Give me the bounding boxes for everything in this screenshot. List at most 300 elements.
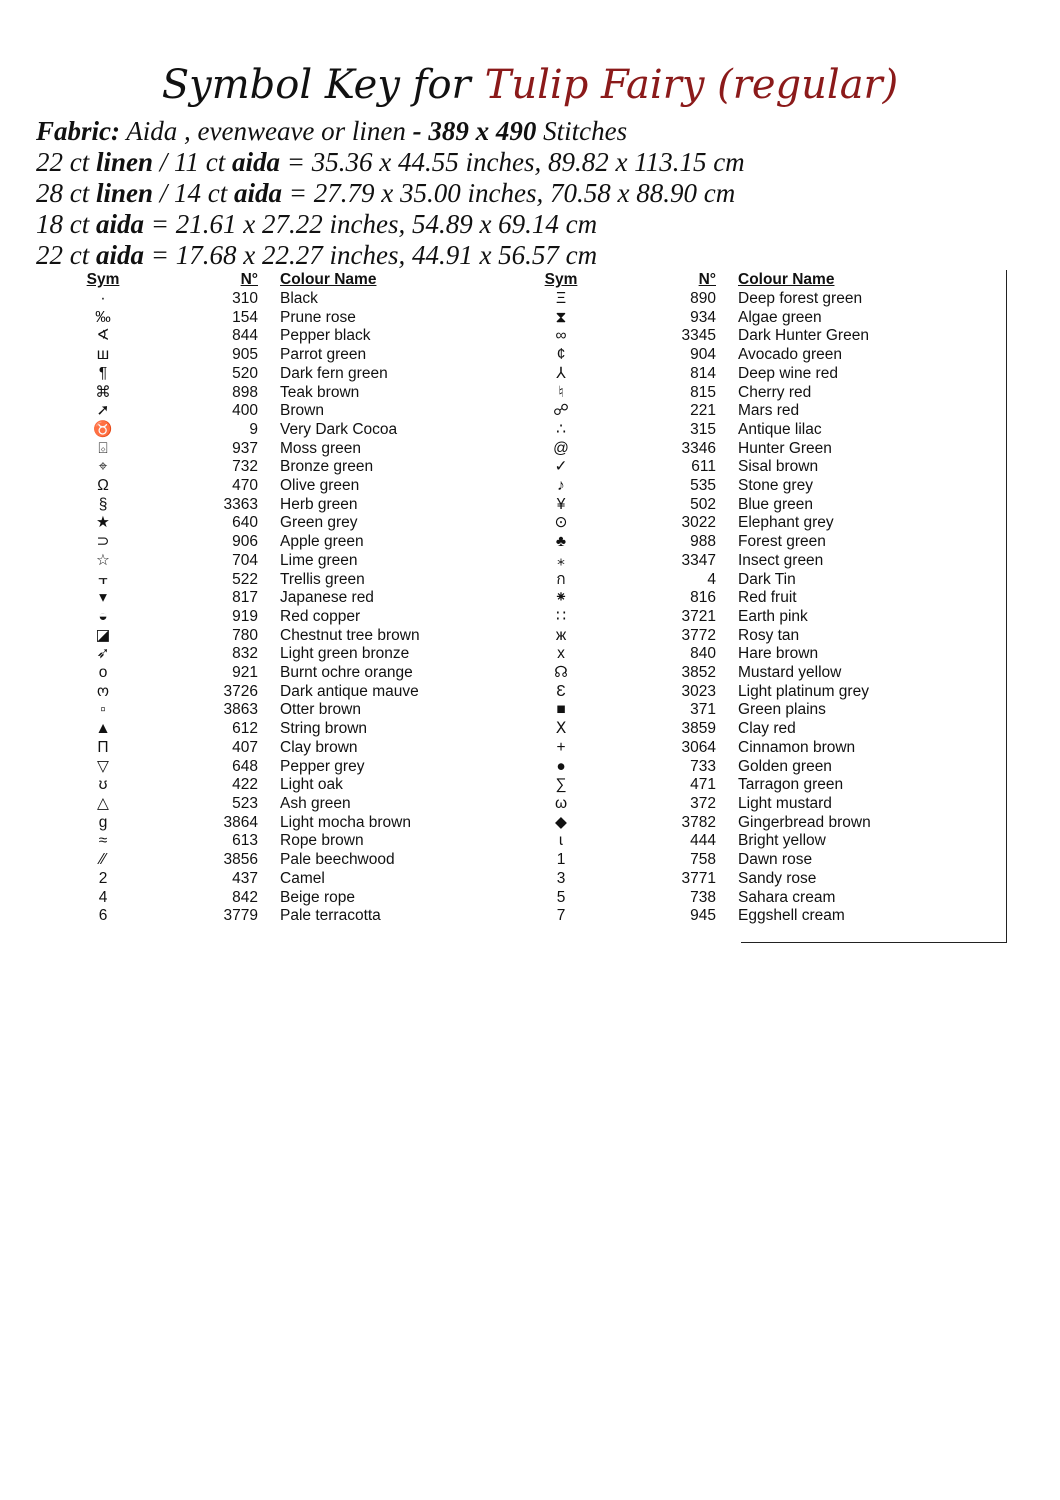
table-row: [60, 496, 976, 515]
spec-line-28ct-linen: [36, 178, 1036, 209]
symbol-cell: Ξ: [555, 290, 567, 307]
symbol-cell: ო: [96, 682, 110, 700]
colour-name-cell: Otter brown: [280, 701, 361, 719]
symbol-cell: ♉: [93, 420, 113, 438]
colour-name-cell: Green grey: [280, 514, 358, 532]
symbol-cell: ¶: [98, 364, 108, 382]
table-row: [60, 514, 976, 533]
symbol-cell: ⁎: [557, 551, 565, 569]
dmc-number-cell: 372: [690, 794, 716, 812]
spec-line-22ct-aida: [36, 240, 1036, 271]
symbol-cell: ɩ: [559, 832, 563, 850]
colour-name-cell: Rosy tan: [738, 626, 800, 644]
colour-name-cell: Rope brown: [280, 832, 364, 850]
spec-text: 22 ct: [36, 147, 96, 177]
spacer-cell: [716, 290, 738, 309]
dmc-number-cell: 704: [232, 551, 258, 569]
colour-name-cell: Mars red: [738, 402, 800, 420]
table-row: [60, 309, 976, 328]
dmc-number-cell: 988: [690, 533, 716, 551]
symbol-cell: ⌖: [98, 458, 108, 476]
dmc-number-cell: 890: [690, 290, 716, 307]
spacer-cell: [716, 907, 738, 926]
colour-name-cell: Herb green: [280, 495, 358, 513]
symbol-cell: ✓: [554, 458, 568, 476]
colour-name-cell: Light green bronze: [280, 645, 410, 663]
symbol-cell: ◒: [98, 607, 108, 625]
spec-dimensions: = 21.61 x 27.22 inches, 54.89 x 69.14 cm: [144, 209, 598, 239]
dmc-number-cell: 732: [232, 458, 258, 476]
dmc-number-cell: 520: [232, 364, 258, 382]
spec-bold: linen: [96, 147, 154, 177]
spec-text: / 11 ct: [153, 147, 233, 177]
dmc-number-cell: 906: [232, 533, 258, 551]
spec-dimensions: = 27.79 x 35.00 inches, 70.58 x 88.90 cm: [282, 178, 736, 208]
symbol-cell: ➚: [96, 402, 110, 420]
dmc-number-cell: 3346: [681, 439, 716, 457]
symbol-cell: ¢: [556, 346, 566, 364]
dmc-number-cell: 934: [690, 308, 716, 326]
symbol-cell: ∴: [556, 420, 566, 438]
colour-name-cell: Light mocha brown: [280, 813, 411, 831]
colour-name-cell: Light platinum grey: [738, 682, 869, 700]
dmc-number-cell: 3721: [681, 607, 716, 625]
spacer-cell: [716, 664, 738, 683]
dmc-number-cell: 437: [232, 869, 258, 887]
spec-bold: aida: [96, 240, 145, 270]
spacer-cell: [258, 720, 280, 739]
symbol-cell: ♣: [555, 533, 567, 551]
symbol-key-table: [60, 270, 976, 926]
table-row: [60, 795, 976, 814]
symbol-cell: ∢: [96, 327, 110, 345]
spec-text: / 14 ct: [153, 178, 235, 208]
colour-name-cell: Ash green: [280, 794, 351, 812]
header-gap: [716, 270, 738, 290]
colour-name-cell: Mustard yellow: [738, 664, 842, 682]
dmc-number-cell: 444: [690, 832, 716, 850]
spec-bold: aida: [234, 178, 283, 208]
colour-name-cell: Elephant grey: [738, 514, 834, 532]
symbol-cell: ⌘: [95, 383, 111, 401]
dmc-number-cell: 310: [232, 290, 258, 307]
spacer-cell: [716, 533, 738, 552]
dmc-number-cell: 3852: [681, 664, 716, 682]
dmc-number-cell: 470: [232, 477, 258, 495]
spacer-cell: [258, 701, 280, 720]
spec-line-18ct-aida: [36, 209, 1036, 240]
colour-name-cell: Apple green: [280, 533, 364, 551]
spacer-cell: [258, 814, 280, 833]
spacer-cell: [258, 440, 280, 459]
symbol-cell: 7: [556, 907, 566, 925]
dmc-number-cell: 904: [690, 346, 716, 364]
colour-name-cell: Cherry red: [738, 383, 812, 401]
dmc-number-cell: 611: [691, 458, 716, 476]
spacer-cell: [258, 346, 280, 365]
table-row: [60, 346, 976, 365]
symbol-cell: 3: [556, 869, 566, 887]
colour-name-cell: Cinnamon brown: [738, 738, 856, 756]
dmc-number-cell: 945: [690, 907, 716, 925]
spacer-cell: [258, 795, 280, 814]
spacer-cell: [258, 608, 280, 627]
spec-bold: linen: [96, 178, 154, 208]
dmc-number-cell: 407: [232, 738, 258, 756]
table-row: [60, 739, 976, 758]
table-row: [60, 851, 976, 870]
symbol-cell: ☊: [554, 664, 568, 682]
symbol-cell: ◆: [555, 813, 567, 831]
spec-dimensions: = 35.36 x 44.55 inches, 89.82 x 113.15 cm: [280, 147, 745, 177]
colour-name-cell: Pepper black: [280, 327, 371, 345]
spacer-cell: [258, 496, 280, 515]
table-row: [60, 421, 976, 440]
spacer-cell: [258, 571, 280, 590]
symbol-cell: 5: [556, 888, 566, 906]
spacer-cell: [258, 851, 280, 870]
spacer-cell: [258, 664, 280, 683]
spacer-cell: [258, 365, 280, 384]
colour-name-cell: Algae green: [738, 308, 822, 326]
colour-name-cell: Lime green: [280, 551, 358, 569]
colour-name-cell: Earth pink: [738, 607, 808, 625]
spacer-cell: [716, 589, 738, 608]
table-row: [60, 627, 976, 646]
dmc-number-cell: 3023: [681, 682, 716, 700]
spacer-cell: [716, 402, 738, 421]
symbol-cell: +: [556, 738, 566, 756]
colour-name-cell: Avocado green: [738, 346, 842, 364]
dmc-number-cell: 502: [690, 495, 716, 513]
table-row: [60, 608, 976, 627]
symbol-cell: 6: [98, 907, 108, 925]
dmc-number-cell: 371: [690, 701, 716, 719]
spacer-cell: [258, 327, 280, 346]
dmc-number-cell: 471: [690, 776, 716, 794]
table-row: [60, 907, 976, 926]
spacer-cell: [258, 290, 280, 309]
symbol-cell: Ω: [97, 477, 109, 495]
dmc-number-cell: 3856: [223, 851, 258, 869]
spacer-cell: [258, 552, 280, 571]
spacer-cell: [716, 477, 738, 496]
colour-name-cell: Dark antique mauve: [280, 682, 419, 700]
table-row: [60, 889, 976, 908]
dmc-number-cell: 640: [232, 514, 258, 532]
symbol-cell: ▫: [100, 701, 106, 719]
colour-name-cell: Sisal brown: [738, 458, 819, 476]
table-row: [60, 402, 976, 421]
stitches-word: Stitches: [536, 116, 628, 146]
symbol-cell: ‰: [95, 308, 111, 326]
symbol-cell: ⁕: [554, 589, 568, 607]
spec-bold: aida: [232, 147, 281, 177]
colour-name-cell: Very Dark Cocoa: [280, 420, 398, 438]
colour-name-cell: Beige rope: [280, 888, 355, 906]
spacer-cell: [716, 870, 738, 889]
symbol-cell: ≈: [98, 832, 108, 850]
symbol-cell: ★: [96, 514, 110, 532]
dmc-number-cell: 3779: [223, 907, 258, 925]
dmc-number-cell: 3771: [681, 869, 716, 887]
spacer-cell: [716, 309, 738, 328]
symbol-cell: ☆: [96, 551, 110, 569]
dmc-number-cell: 919: [232, 607, 258, 625]
spec-dimensions: = 17.68 x 22.27 inches, 44.91 x 56.57 cm: [144, 240, 598, 270]
stitch-size: - 389 x 490: [412, 116, 537, 146]
spacer-cell: [258, 776, 280, 795]
colour-name-cell: Bright yellow: [738, 832, 826, 850]
symbol-cell: △: [97, 794, 109, 812]
table-row: [60, 365, 976, 384]
spacer-cell: [716, 683, 738, 702]
symbol-cell: x: [557, 645, 565, 663]
symbol-cell: ∷: [556, 607, 566, 625]
spec-text: 28 ct: [36, 178, 96, 208]
colour-name-cell: Red fruit: [738, 589, 797, 607]
colour-name-cell: Blue green: [738, 495, 813, 513]
table-row: [60, 571, 976, 590]
colour-name-cell: Light oak: [280, 776, 343, 794]
symbol-cell: ◪: [95, 626, 111, 644]
colour-name-cell: Deep forest green: [738, 290, 863, 307]
spacer-cell: [716, 327, 738, 346]
colour-name-cell: Eggshell cream: [738, 907, 845, 925]
table-bottom-border: [741, 942, 1007, 943]
spacer-cell: [258, 589, 280, 608]
table-row: [60, 645, 976, 664]
symbol-cell: ⁄⁄: [100, 851, 106, 869]
spacer-cell: [258, 683, 280, 702]
dmc-number-cell: 758: [690, 851, 716, 869]
dmc-number-cell: 3864: [223, 813, 258, 831]
spacer-cell: [716, 739, 738, 758]
spec-line-22ct-linen: [36, 147, 1036, 178]
spacer-cell: [716, 552, 738, 571]
dmc-number-cell: 535: [690, 477, 716, 495]
dmc-number-cell: 3363: [223, 495, 258, 513]
header-no-right: N°: [698, 271, 716, 288]
colour-name-cell: Deep wine red: [738, 364, 838, 382]
spacer-cell: [258, 739, 280, 758]
table-row: [60, 683, 976, 702]
colour-name-cell: Green plains: [738, 701, 826, 719]
spacer-cell: [258, 870, 280, 889]
symbol-cell: o: [98, 664, 108, 682]
table-row: [60, 589, 976, 608]
dmc-number-cell: 154: [232, 308, 258, 326]
colour-name-cell: String brown: [280, 720, 368, 738]
symbol-cell: ▽: [97, 757, 109, 775]
colour-name-cell: Bronze green: [280, 458, 374, 476]
symbol-cell: ʊ: [98, 776, 108, 794]
colour-name-cell: Pale terracotta: [280, 907, 381, 925]
dmc-number-cell: 840: [690, 645, 716, 663]
header-sym-left: Sym: [86, 271, 120, 288]
spacer-cell: [258, 889, 280, 908]
dmc-number-cell: 648: [232, 757, 258, 775]
spacer-cell: [716, 346, 738, 365]
fabric-specs: [36, 116, 1036, 271]
dmc-number-cell: 733: [690, 757, 716, 775]
dmc-number-cell: 842: [232, 888, 258, 906]
symbol-cell: ▾: [99, 589, 107, 607]
dmc-number-cell: 315: [690, 420, 716, 438]
colour-name-cell: Moss green: [280, 439, 361, 457]
spacer-cell: [716, 627, 738, 646]
dmc-number-cell: 523: [232, 794, 258, 812]
symbol-cell: Π: [97, 738, 109, 756]
symbol-cell: 4: [98, 888, 108, 906]
spacer-cell: [258, 477, 280, 496]
dmc-number-cell: 3726: [223, 682, 258, 700]
colour-name-cell: Forest green: [738, 533, 826, 551]
spacer-cell: [716, 645, 738, 664]
spec-text: 18 ct: [36, 209, 96, 239]
colour-name-cell: Gingerbread brown: [738, 813, 871, 831]
dmc-number-cell: 522: [232, 570, 258, 588]
colour-name-cell: Camel: [280, 869, 325, 887]
symbol-cell: ⊙: [554, 514, 568, 532]
symbol-cell: ⅄: [556, 364, 566, 382]
dmc-number-cell: 3022: [681, 514, 716, 532]
symbol-cell: ■: [556, 701, 566, 719]
table-row: [60, 533, 976, 552]
table-row: [60, 720, 976, 739]
symbol-cell: ▲: [95, 720, 111, 738]
symbol-cell: ш: [96, 346, 110, 364]
spacer-cell: [716, 440, 738, 459]
colour-name-cell: Black: [280, 290, 318, 307]
table-row: [60, 701, 976, 720]
spacer-cell: [716, 889, 738, 908]
spec-line-fabric: [36, 116, 1036, 147]
dmc-number-cell: 221: [690, 402, 716, 420]
dmc-number-cell: 937: [232, 439, 258, 457]
colour-name-cell: Antique lilac: [738, 420, 822, 438]
spacer-cell: [258, 421, 280, 440]
colour-name-cell: Insect green: [738, 551, 824, 569]
symbol-cell: ⫟: [98, 570, 108, 588]
symbol-cell: §: [98, 495, 108, 513]
dmc-number-cell: 738: [690, 888, 716, 906]
symbol-cell: ♪: [557, 477, 565, 495]
colour-name-cell: Tarragon green: [738, 776, 844, 794]
symbol-cell: ☍: [553, 402, 569, 420]
spacer-cell: [258, 309, 280, 328]
table-row: [60, 458, 976, 477]
dmc-number-cell: 3782: [681, 813, 716, 831]
table-row: [60, 870, 976, 889]
spacer-cell: [258, 402, 280, 421]
table-row: [60, 814, 976, 833]
table-row: [60, 440, 976, 459]
dmc-number-cell: 3345: [681, 327, 716, 345]
spec-text: 22 ct: [36, 240, 96, 270]
symbol-cell: Ɛ: [556, 682, 566, 700]
colour-name-cell: Pepper grey: [280, 757, 365, 775]
dmc-number-cell: 3064: [681, 738, 716, 756]
colour-name-cell: Red copper: [280, 607, 361, 625]
dmc-number-cell: 815: [690, 383, 716, 401]
spacer-cell: [258, 384, 280, 403]
table-row: [60, 832, 976, 851]
colour-name-cell: Clay red: [738, 720, 796, 738]
colour-name-cell: Burnt ochre orange: [280, 664, 413, 682]
spacer-cell: [716, 795, 738, 814]
dmc-number-cell: 3347: [681, 551, 716, 569]
colour-name-cell: Dark Hunter Green: [738, 327, 869, 345]
dmc-number-cell: 3772: [681, 626, 716, 644]
dmc-number-cell: 400: [232, 402, 258, 420]
colour-name-cell: Light mustard: [738, 794, 832, 812]
dmc-number-cell: 4: [707, 570, 716, 588]
symbol-cell: g: [98, 813, 108, 831]
symbol-cell: ●: [556, 757, 566, 775]
symbol-cell: ⧗: [555, 308, 567, 326]
table-row: [60, 758, 976, 777]
page-title: [0, 58, 1060, 112]
table-right-border: [1006, 270, 1007, 942]
colour-name-cell: Pale beechwood: [280, 851, 395, 869]
symbol-cell: 1: [556, 851, 566, 869]
colour-name-cell: Golden green: [738, 757, 832, 775]
table-header-row: [60, 270, 976, 290]
pattern-name: Tulip Fairy (regular): [484, 62, 899, 108]
table-row: [60, 327, 976, 346]
table-body: [60, 290, 976, 926]
header-sym-right: Sym: [544, 271, 578, 288]
spacer-cell: [716, 776, 738, 795]
colour-name-cell: Prune rose: [280, 308, 356, 326]
spacer-cell: [258, 758, 280, 777]
colour-name-cell: Dawn rose: [738, 851, 813, 869]
spacer-cell: [716, 571, 738, 590]
dmc-number-cell: 844: [232, 327, 258, 345]
dmc-number-cell: 898: [232, 383, 258, 401]
spacer-cell: [258, 533, 280, 552]
header-no-left: N°: [240, 271, 258, 288]
spacer-cell: [716, 851, 738, 870]
colour-name-cell: Trellis green: [280, 570, 365, 588]
symbol-cell: @: [553, 439, 569, 457]
colour-name-cell: Dark Tin: [738, 570, 796, 588]
symbol-cell: ∑: [555, 776, 567, 794]
colour-name-cell: Hunter Green: [738, 439, 832, 457]
dmc-number-cell: 816: [690, 589, 716, 607]
spacer-cell: [258, 907, 280, 926]
colour-name-cell: Clay brown: [280, 738, 358, 756]
spacer-cell: [716, 421, 738, 440]
colour-name-cell: Chestnut tree brown: [280, 626, 420, 644]
colour-name-cell: Dark fern green: [280, 364, 388, 382]
spacer-cell: [258, 832, 280, 851]
table-row: [60, 664, 976, 683]
colour-name-cell: Stone grey: [738, 477, 813, 495]
header-name-right: Colour Name: [738, 271, 835, 288]
spacer-cell: [716, 608, 738, 627]
spacer-cell: [716, 832, 738, 851]
symbol-cell: ⌺: [98, 439, 108, 457]
title-prefix: Symbol Key for: [161, 62, 471, 108]
colour-name-cell: Olive green: [280, 477, 360, 495]
table-row: [60, 477, 976, 496]
spacer-cell: [716, 514, 738, 533]
spacer-cell: [716, 384, 738, 403]
spacer-cell: [716, 720, 738, 739]
dmc-number-cell: 3863: [223, 701, 258, 719]
